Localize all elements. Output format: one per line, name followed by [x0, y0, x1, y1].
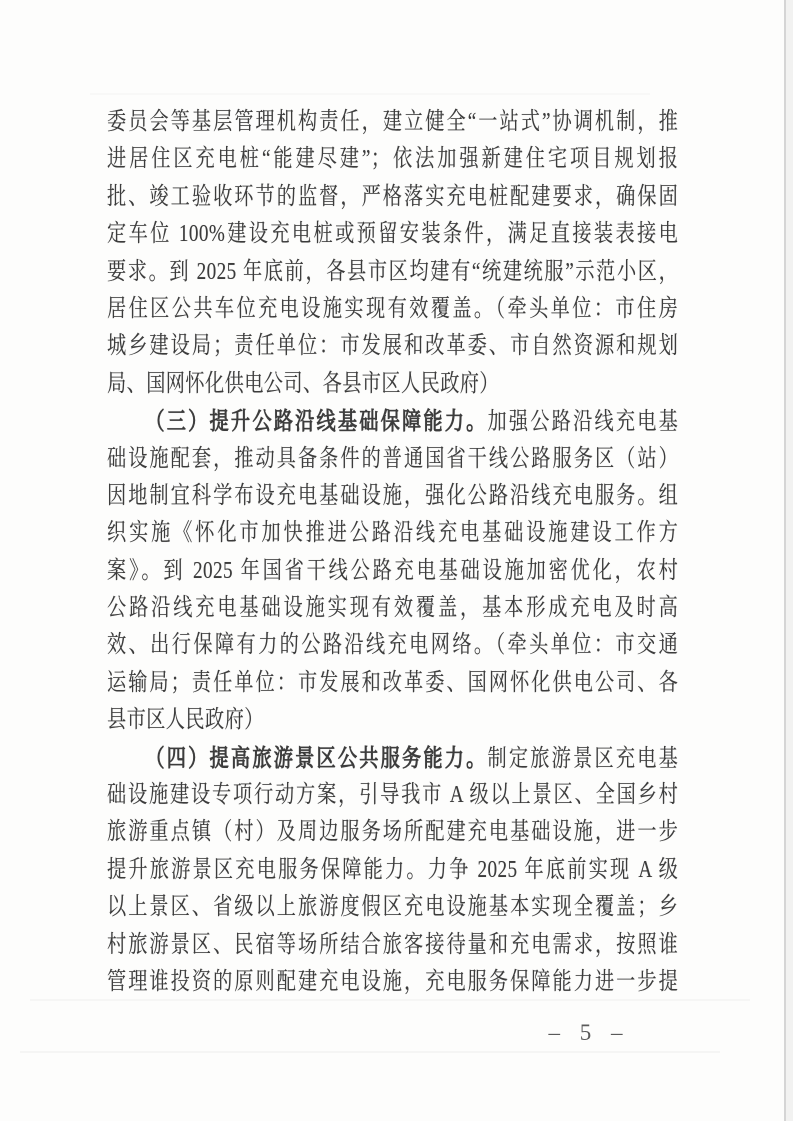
page-number: – 5 –: [548, 1020, 630, 1045]
text-line-content: 以上景区、省级以上旅游度假区充电设施基本实现全覆盖；乡: [107, 894, 679, 921]
text-line-content: 案》。到 2025 年国省干线公路充电基础设施加密优化，农村: [107, 557, 679, 584]
text-line-content: 加强公路沿线充电基: [487, 409, 679, 436]
text-line-content: 础设施配套，推动具备条件的普通国省干线公路服务区（站）: [107, 445, 679, 472]
text-line-content: 县市区人民政府）: [107, 707, 264, 734]
text-line: [107, 927, 678, 964]
text-line: [107, 403, 678, 440]
text-line: [107, 702, 678, 739]
scan-edge-shade: [786, 0, 793, 1121]
text-line: [107, 216, 678, 253]
text-line: [107, 665, 678, 702]
text-line-content: 织实施《怀化市加快推进公路沿线充电基础设施建设工作方: [107, 520, 679, 547]
text-line-content: 公路沿线充电基础设施实现有效覆盖，基本形成充电及时高: [107, 595, 679, 622]
text-line: [107, 964, 678, 1001]
section-heading-3: （三）提升公路沿线基础保障能力。: [145, 408, 488, 436]
text-line-content: 城乡建设局；责任单位：市发展和改革委、市自然资源和规划: [107, 333, 679, 360]
text-line: [107, 478, 678, 515]
document-body: [107, 104, 678, 1001]
text-line-content: 运输局；责任单位：市发展和改革委、国网怀化供电公司、各: [107, 669, 679, 696]
text-line: [107, 366, 678, 403]
text-line: [107, 104, 678, 141]
text-line: [107, 141, 678, 178]
text-line-content: 管理谁投资的原则配建充电设施，充电服务保障能力进一步提: [107, 968, 679, 995]
text-line-content: 村旅游景区、民宿等场所结合旅客接待量和充电需求，按照谁: [107, 931, 679, 958]
text-line: [107, 740, 678, 777]
text-line: [107, 777, 678, 814]
text-line-content: 定车位 100%建设充电桩或预留安装条件，满足直接装表接电: [107, 221, 679, 248]
text-line-content: 旅游重点镇（村）及周边服务场所配建充电基础设施，进一步: [107, 819, 679, 846]
text-line-content: 提升旅游景区充电服务保障能力。力争 2025 年底前实现 A 级: [107, 856, 679, 883]
text-line: [107, 179, 678, 216]
text-line: [107, 328, 678, 365]
text-line: [107, 889, 678, 926]
text-line: [107, 590, 678, 627]
text-line: [107, 814, 678, 851]
text-line-content: 居住区公共车位充电设施实现有效覆盖。（牵头单位：市住房: [107, 295, 679, 322]
section-heading-4: （四）提高旅游景区公共服务能力。: [145, 744, 488, 772]
text-line: [107, 852, 678, 889]
text-line-content: 效、出行保障有力的公路沿线充电网络。（牵头单位：市交通: [107, 632, 679, 659]
text-line-content: 委员会等基层管理机构责任，建立健全“一站式”协调机制，推: [107, 109, 679, 135]
text-line: [107, 553, 678, 590]
text-line-content: 进居住区充电桩“能建尽建”；依法加强新建住宅项目规划报: [107, 146, 679, 173]
text-line-content: 因地制宜科学布设充电基础设施，强化公路沿线充电服务。组: [107, 482, 679, 509]
text-line-content: 局、国网怀化供电公司、各县市区人民政府）: [107, 370, 499, 397]
text-line-content: 要求。到 2025 年底前，各县市区均建有“统建统服”示范小区，: [107, 258, 679, 285]
text-line-content: 础设施建设专项行动方案，引导我市 A 级以上景区、全国乡村: [107, 782, 679, 809]
text-line: [107, 627, 678, 664]
text-line: [107, 291, 678, 328]
text-line: [107, 515, 678, 552]
scan-artifact: [20, 1051, 720, 1053]
text-line-content: 批、竣工验收环节的监督，严格落实充电桩配建要求，确保固: [107, 183, 679, 210]
text-line-content: 制定旅游景区充电基: [487, 745, 679, 772]
scan-artifact: [90, 93, 650, 95]
text-line: [107, 254, 678, 291]
text-line: [107, 441, 678, 478]
